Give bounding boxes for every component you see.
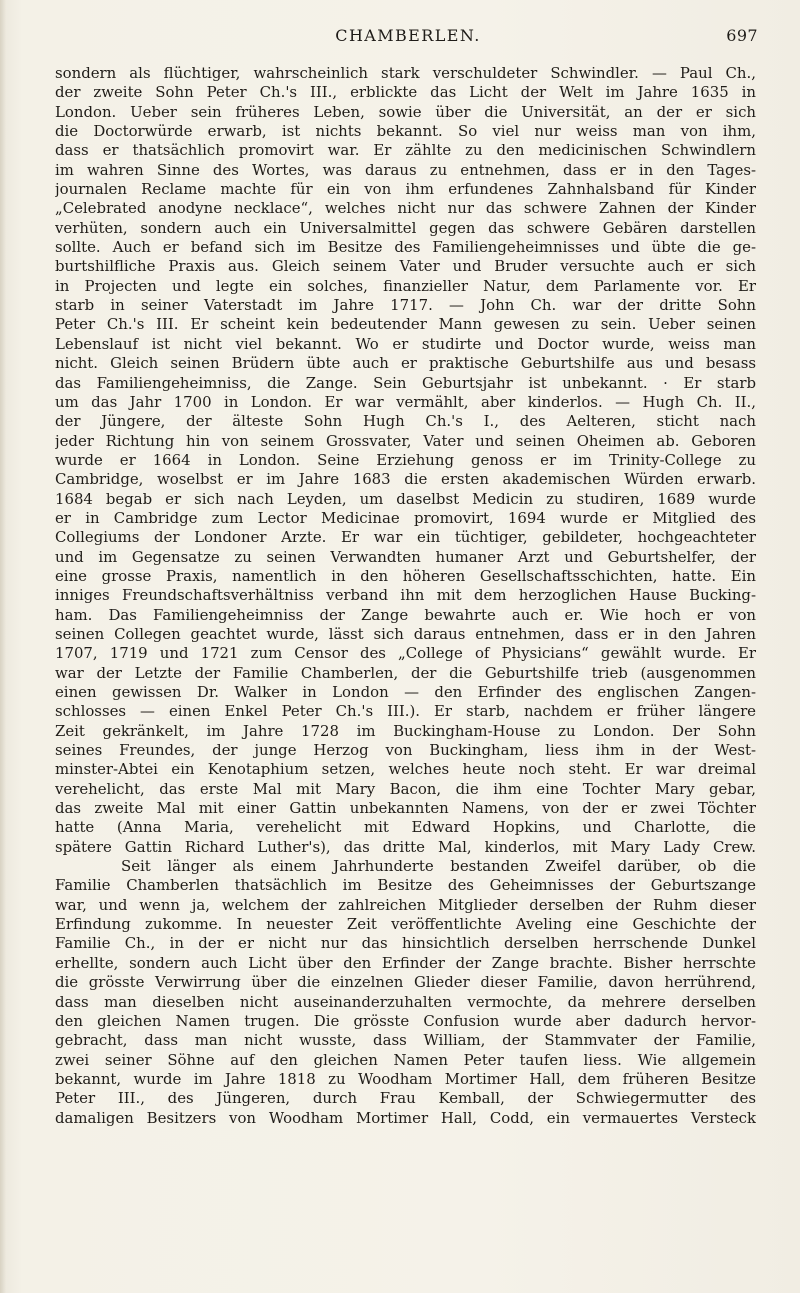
text-line: nicht. Gleich seinen Brüdern übte auch er praktische Geburtshilfe aus und besass [55,354,756,373]
text-line: 1707, 1719 und 1721 zum Censor des „College of Physicians“ gewählt wurde. Er [55,644,756,663]
body-text [55,64,756,1128]
running-head: CHAMBERLEN. [335,26,481,45]
text-line: zwei seiner Söhne auf den gleichen Namen Peter taufen liess. Wie allgemein [55,1050,756,1069]
text-line: verehelicht, das erste Mal mit Mary Bacon, die ihm eine Tochter Mary gebar, [55,779,756,798]
text-line: Peter Ch.'s III. Er scheint kein bedeutender Mann gewesen zu sein. Ueber seinen [55,315,756,334]
text-line: starb in seiner Vaterstadt im Jahre 1717. — John Ch. war der dritte Sohn [55,296,756,315]
text-line: wurde er 1664 in London. Seine Erziehung genoss er im Trinity-College zu [55,450,756,469]
text-line: spätere Gattin Richard Luther's), das dritte Mal, kinderlos, mit Mary Lady Crew. [55,837,756,856]
text-line: verhüten, sondern auch ein Universalmittel gegen das schwere Gebären darstellen [55,218,756,237]
text-line: Familie Chamberlen thatsächlich im Besitze des Geheimnisses der Geburtszange [55,876,756,895]
text-line: seinen Collegen geachtet wurde, lässt sich daraus entnehmen, dass er in den Jahren [55,624,756,643]
text-line: Lebenslauf ist nicht viel bekannt. Wo er studirte und Doctor wurde, weiss man [55,334,756,353]
text-line: er in Cambridge zum Lector Medicinae promovirt, 1694 wurde er Mitglied des [55,508,756,527]
text-line: sondern als flüchtiger, wahrscheinlich stark verschuldeter Schwindler. — Paul Ch., [55,64,756,82]
text-line: der zweite Sohn Peter Ch.'s III., erblickte das Licht der Welt im Jahre 1635 in [55,83,756,102]
text-line: Seit länger als einem Jahrhunderte bestanden Zweifel darüber, ob die [121,857,756,876]
text-line: Collegiums der Londoner Arzte. Er war ein tüchtiger, gebildeter, hochgeachteter [55,528,756,547]
text-line: minster-Abtei ein Kenotaphium setzen, welches heute noch steht. Er war dreimal [55,760,756,779]
text-line: 1684 begab er sich nach Leyden, um daselbst Medicin zu studiren, 1689 wurde [55,489,756,508]
text-line: Cambridge, woselbst er im Jahre 1683 die ersten akademischen Würden erwarb. [55,470,756,489]
text-line: der Jüngere, der älteste Sohn Hugh Ch.'s I., des Aelteren, sticht nach [55,412,756,431]
page-binding-edge [0,0,6,1293]
text-line: war der Letzte der Familie Chamberlen, der die Geburtshilfe trieb (ausgenommen [55,663,756,682]
text-line: die Doctorwürde erwarb, ist nichts bekannt. So viel nur weiss man von ihm, [55,122,756,141]
text-line: in Projecten und legte ein solches, finanzieller Natur, dem Parlamente vor. Er [55,276,756,295]
text-line: eine grosse Praxis, namentlich in den höheren Gesellschaftsschichten, hatte. Ein [55,566,756,585]
text-line: das zweite Mal mit einer Gattin unbekannten Namens, von der er zwei Töchter [55,799,756,818]
text-line: ham. Das Familiengeheimniss der Zange bewahrte auch er. Wie hoch er von [55,605,756,624]
text-line: einen gewissen Dr. Walker in London — den Erfinder des englischen Zangen- [55,683,756,701]
text-line: hatte (Anna Maria, verehelicht mit Edward Hopkins, und Charlotte, die [55,818,756,837]
text-line: Familie Ch., in der er nicht nur das hinsichtlich derselben herrschende Dunkel [55,934,756,953]
page-number: 697 [726,26,758,45]
text-line: dass er thatsächlich promovirt war. Er zählte zu den medicinischen Schwindlern [55,141,756,160]
text-line: den gleichen Namen trugen. Die grösste Confusion wurde aber dadurch hervor- [55,1011,756,1030]
text-line: im wahren Sinne des Wortes, was daraus zu entnehmen, dass er in den Tages- [55,160,756,179]
text-line: und im Gegensatze zu seinen Verwandten humaner Arzt und Geburtshelfer, der [55,547,756,566]
text-line: Zeit gekränkelt, im Jahre 1728 im Buckingham-House zu London. Der Sohn [55,721,756,740]
text-line: sollte. Auch er befand sich im Besitze des Familiengeheimnisses und übte die ge- [55,238,756,257]
text-line: jeder Richtung hin von seinem Grossvater, Vater und seinen Oheimen ab. Geboren [55,431,756,450]
text-line: dass man dieselben nicht auseinanderzuhalten vermochte, da mehrere derselben [55,992,756,1011]
text-line: London. Ueber sein früheres Leben, sowie über die Universität, an der er sich [55,102,756,121]
text-line: „Celebrated anodyne necklace“, welches nicht nur das schwere Zahnen der Kinder [55,199,756,218]
text-line: die grösste Verwirrung über die einzelnen Glieder dieser Familie, davon herrührend, [55,973,756,992]
text-line: bekannt, wurde im Jahre 1818 zu Woodham Mortimer Hall, dem früheren Besitze [55,1069,756,1088]
text-line: seines Freundes, der junge Herzog von Buckingham, liess ihm in der West- [55,741,756,760]
text-line: um das Jahr 1700 in London. Er war vermählt, aber kinderlos. — Hugh Ch. II., [55,392,756,411]
text-line: burtshilfliche Praxis aus. Gleich seinem Vater und Bruder versuchte auch er sich [55,257,756,276]
text-line: gebracht, dass man nicht wusste, dass William, der Stammvater der Familie, [55,1031,756,1050]
text-line: schlosses — einen Enkel Peter Ch.'s III.). Er starb, nachdem er früher längere [55,702,756,721]
page-header [58,26,758,52]
text-line: das Familiengeheimniss, die Zange. Sein Geburtsjahr ist unbekannt. · Er starb [55,373,756,392]
text-line: Peter III., des Jüngeren, durch Frau Kemball, der Schwiegermutter des [55,1089,756,1108]
text-line: war, und wenn ja, welchem der zahlreichen Mitglieder derselben der Ruhm dieser [55,895,756,914]
text-line: journalen Reclame machte für ein von ihm erfundenes Zahnhalsband für Kinder [55,180,756,199]
text-line: inniges Freundschaftsverhältniss verband ihn mit dem herzoglichen Hause Bucking- [55,586,756,605]
text-line: Erfindung zukomme. In neuester Zeit veröffentlichte Aveling eine Geschichte der [55,915,756,934]
text-line: damaligen Besitzers von Woodham Mortimer Hall, Codd, ein vermauertes Versteck [55,1108,756,1127]
text-line: erhellte, sondern auch Licht über den Erfinder der Zange brachte. Bisher herrschte [55,953,756,972]
